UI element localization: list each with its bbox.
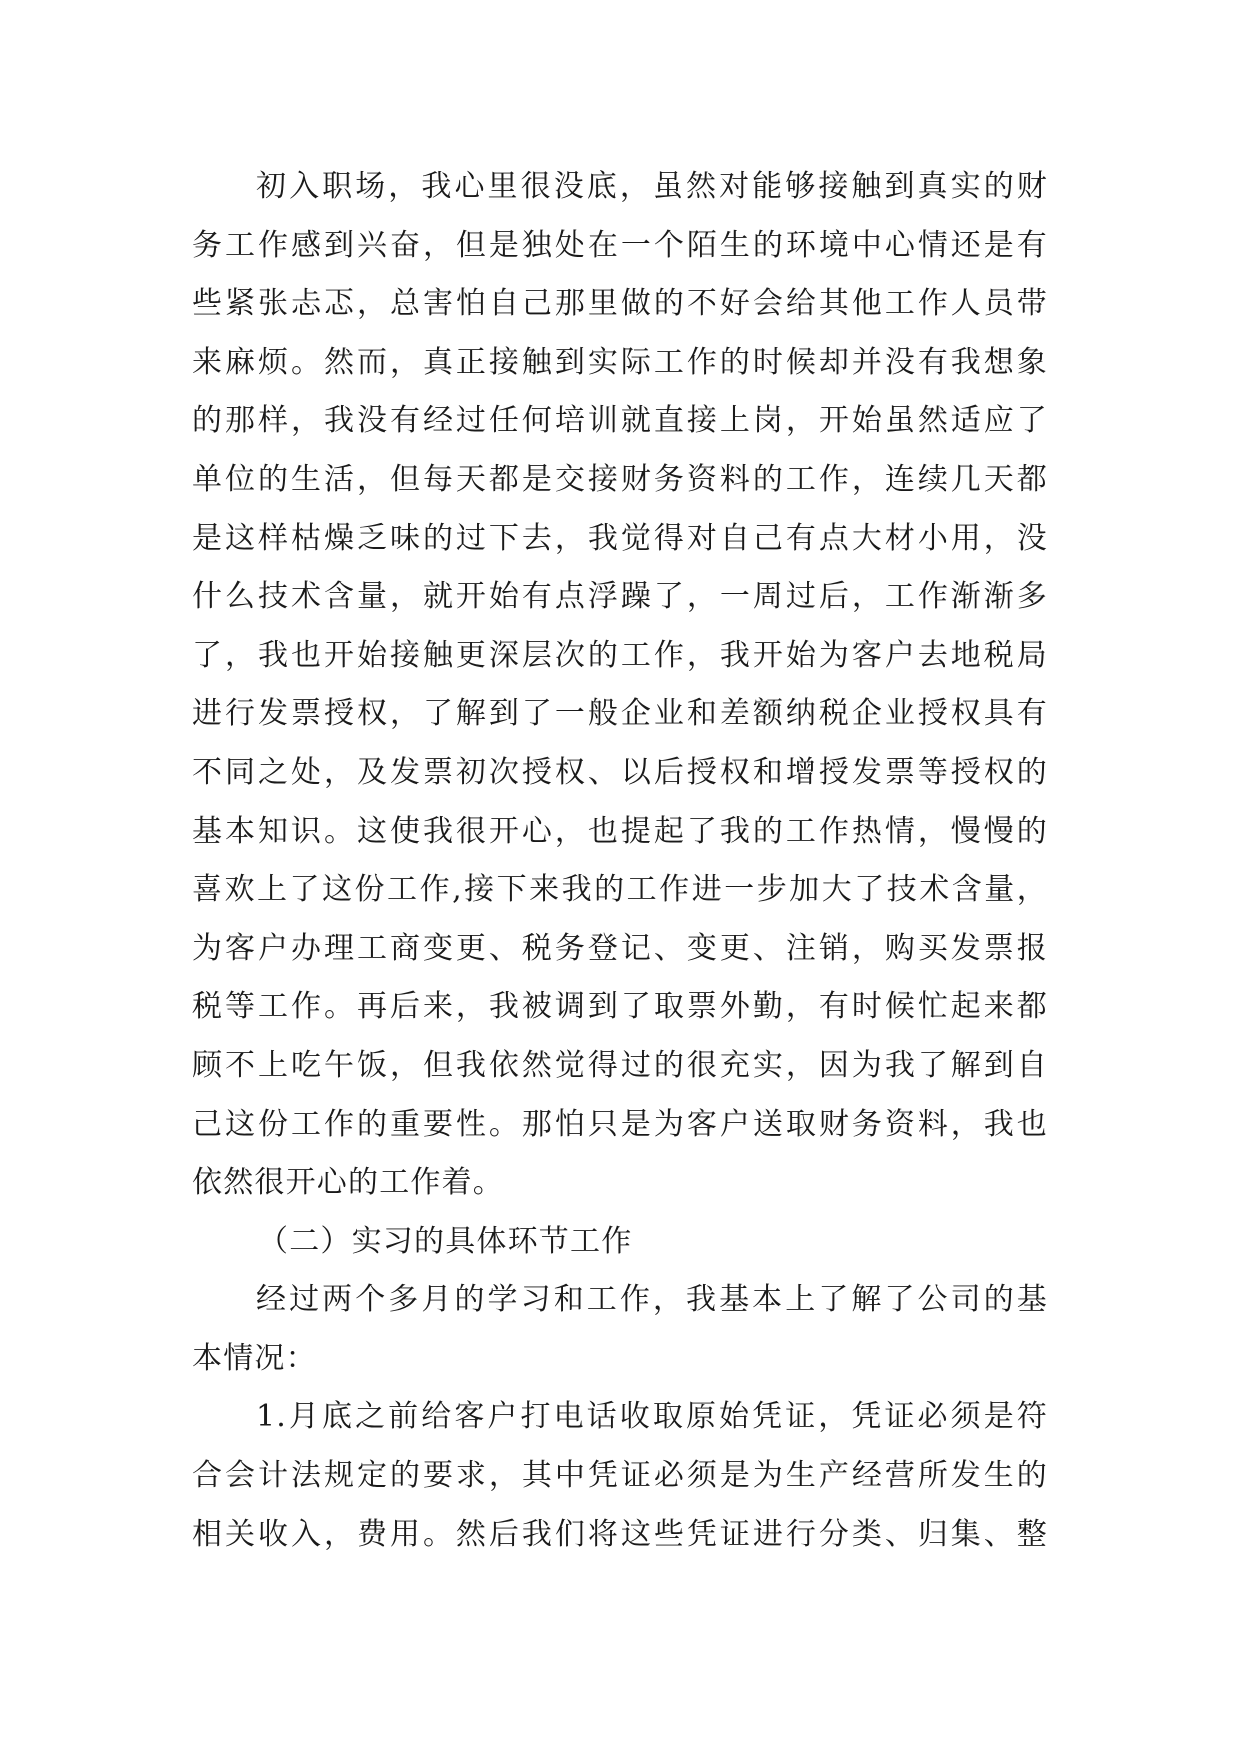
text-line: 己这份工作的重要性。那怕只是为客户送取财务资料，我也: [192, 1106, 1048, 1142]
paragraph-work-experience: [192, 158, 1048, 1213]
text-line: 不同之处，及发票初次授权、以后授权和增授发票等授权的: [192, 754, 1048, 790]
text-line: 初入职场，我心里很没底，虽然对能够接触到真实的财: [256, 169, 1048, 204]
text-line: 顾不上吃午饭，但我依然觉得过的很充实，因为我了解到自: [192, 1047, 1048, 1083]
text-line: 是这样枯燥乏味的过下去，我觉得对自己有点大材小用，没: [192, 520, 1048, 556]
text-line: 什么技术含量，就开始有点浮躁了，一周过后，工作渐渐多: [192, 579, 1048, 615]
text-line: 务工作感到兴奋，但是独处在一个陌生的环境中心情还是有: [192, 227, 1048, 263]
text-line: 了，我也开始接触更深层次的工作，我开始为客户去地税局: [192, 637, 1048, 673]
text-line: 1.月底之前给客户打电话收取原始凭证，凭证必须是符: [256, 1399, 1048, 1435]
text-line: 单位的生活，但每天都是交接财务资料的工作，连续几天都: [192, 461, 1048, 497]
paragraph-overview: [192, 1271, 1048, 1388]
text-line: 喜欢上了这份工作,接下来我的工作进一步加大了技术含量，: [192, 872, 1048, 908]
text-line: 本情况：: [192, 1340, 317, 1376]
text-line: 合会计法规定的要求，其中凭证必须是为生产经营所发生的: [192, 1458, 1048, 1494]
text-line: 相关收入，费用。然后我们将这些凭证进行分类、归集、整: [192, 1516, 1048, 1552]
paragraph-item-1: [192, 1388, 1048, 1564]
text-line: 来麻烦。然而，真正接触到实际工作的时候却并没有我想象: [192, 344, 1048, 380]
text-line: 基本知识。这使我很开心，也提起了我的工作热情，慢慢的: [192, 813, 1048, 849]
text-line: 的那样，我没有经过任何培训就直接上岗，开始虽然适应了: [192, 403, 1048, 439]
text-line: 税等工作。再后来，我被调到了取票外勤，有时候忙起来都: [192, 989, 1048, 1025]
text-line: 经过两个多月的学习和工作，我基本上了解了公司的基: [256, 1282, 1048, 1318]
heading-text: （二）实习的具体环节工作: [258, 1223, 633, 1259]
section-heading: [192, 1213, 1048, 1272]
text-line: 些紧张忐忑，总害怕自己那里做的不好会给其他工作人员带: [192, 286, 1048, 322]
document-body: [192, 158, 1048, 1564]
text-line: 为客户办理工商变更、税务登记、变更、注销，购买发票报: [192, 930, 1048, 966]
text-line: 进行发票授权，了解到了一般企业和差额纳税企业授权具有: [192, 696, 1048, 732]
text-line: 依然很开心的工作着。: [192, 1165, 504, 1201]
